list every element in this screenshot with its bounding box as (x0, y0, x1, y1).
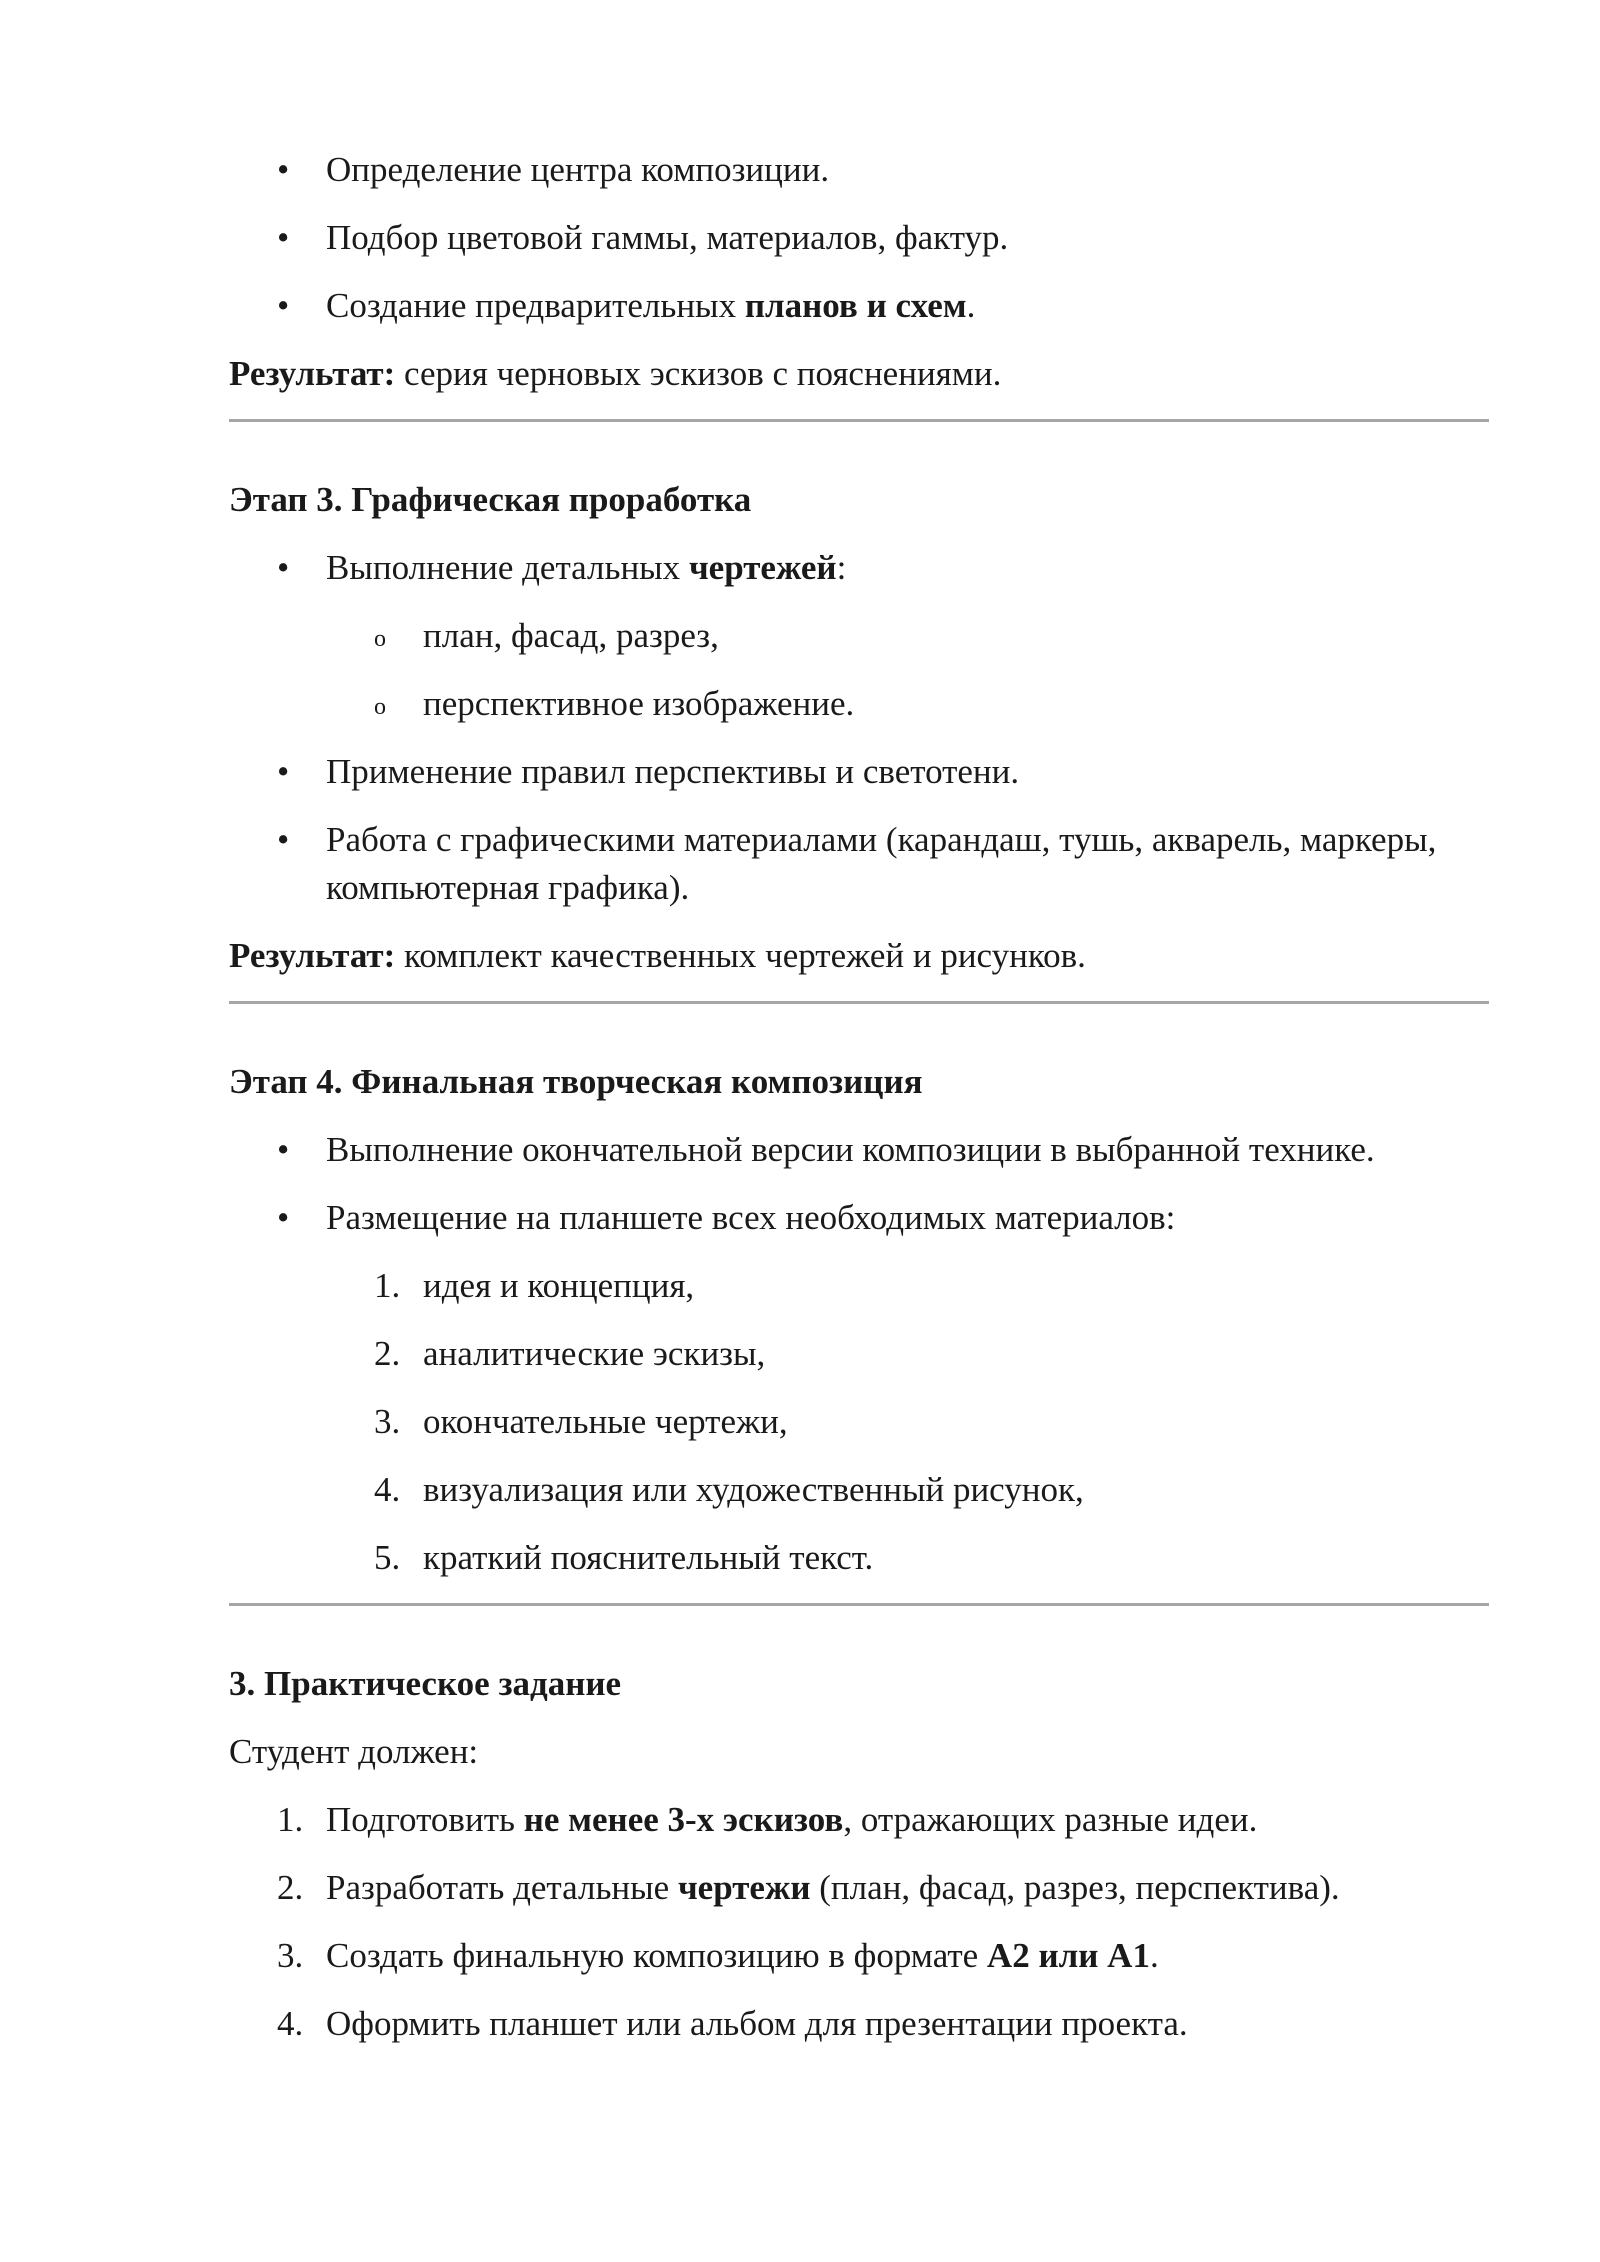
list-item (229, 282, 1489, 330)
bullet-icon: • (277, 548, 290, 587)
numbered-item (229, 1864, 1489, 1912)
result-paragraph (229, 350, 1489, 398)
numbered-sub-item-text: краткий пояснительный текст. (423, 1538, 874, 1577)
numbered-item (229, 1932, 1489, 1980)
sub-list-item-text: перспективное изображение. (423, 684, 855, 723)
item-number: 4. (277, 2004, 304, 2043)
list-item (229, 748, 1489, 796)
numbered-item (229, 2000, 1489, 2048)
result-label: Результат: (229, 354, 396, 393)
list-item-text (326, 1198, 1175, 1237)
numbered-item-text (326, 2004, 1188, 2043)
item-number: 4. (374, 1470, 401, 1509)
list-item-text (326, 218, 1008, 257)
section-divider (229, 1001, 1489, 1004)
list-item (229, 544, 1489, 592)
text-run: : (836, 548, 847, 587)
list-item (229, 1194, 1489, 1242)
bullet-icon: • (277, 286, 290, 325)
bullet-icon: • (277, 218, 290, 257)
text-run: Выполнение окончательной версии композиции в выбранной технике. (326, 1130, 1375, 1169)
text-run: Определение центра композиции. (326, 150, 830, 189)
text-run: Выполнение детальных (326, 548, 689, 587)
text-run: Подготовить (326, 1800, 524, 1839)
bold-text-run: не менее 3-х эскизов (523, 1800, 844, 1839)
item-number: 2. (277, 1868, 304, 1907)
text-run: . (966, 286, 976, 325)
numbered-sub-item-text: визуализация или художественный рисунок, (423, 1470, 1084, 1509)
numbered-sub-item-text: аналитические эскизы, (423, 1334, 766, 1373)
numbered-sub-item-text: окончательные чертежи, (423, 1402, 788, 1441)
text-run: Разработать детальные (326, 1868, 678, 1907)
list-item-text (326, 1130, 1375, 1169)
text-run: , отражающих разные идеи. (843, 1800, 1258, 1839)
top-bullet-list (229, 146, 1489, 330)
list-item (229, 214, 1489, 262)
sub-list-item (229, 680, 1489, 728)
circle-bullet-icon: o (374, 626, 386, 652)
item-number: 5. (374, 1538, 401, 1577)
bullet-icon: • (277, 1198, 290, 1237)
list-item-text (326, 820, 1436, 907)
numbered-sub-item (229, 1330, 1489, 1378)
stage-3-heading: Этап 3. Графическая проработка (229, 480, 752, 519)
item-number: 1. (277, 1800, 304, 1839)
item-number: 3. (277, 1936, 304, 1975)
text-run: Применение правил перспективы и светотени. (326, 752, 1020, 791)
numbered-item-text (326, 1800, 1257, 1839)
item-number: 1. (374, 1266, 401, 1305)
result-text: комплект качественных чертежей и рисунков. (395, 936, 1086, 975)
text-run: . (1149, 1936, 1159, 1975)
result-text: серия черновых эскизов с пояснениями. (395, 354, 1002, 393)
sub-list-item-text: план, фасад, разрез, (423, 616, 719, 655)
section-divider (229, 1603, 1489, 1606)
item-number: 3. (374, 1402, 401, 1441)
bold-text-run: чертежей (688, 548, 837, 587)
numbered-sub-item (229, 1398, 1489, 1446)
numbered-sub-item (229, 1262, 1489, 1310)
stage-3-list (229, 544, 1489, 912)
bullet-icon: • (277, 150, 290, 189)
bullet-icon: • (277, 820, 290, 859)
text-run: Размещение на планшете всех необходимых материалов: (326, 1198, 1176, 1237)
numbered-sub-item (229, 1466, 1489, 1514)
list-item (229, 1126, 1489, 1174)
item-number: 2. (374, 1334, 401, 1373)
list-item (229, 146, 1489, 194)
text-run: Создать финальную композицию в формате (326, 1936, 987, 1975)
sub-list-item (229, 612, 1489, 660)
list-item-text (326, 286, 975, 325)
bullet-icon: • (277, 1130, 290, 1169)
practical-task-list (229, 1796, 1489, 2048)
list-item (229, 816, 1489, 912)
bold-text-run: планов и схем (744, 286, 967, 325)
stage-4-list (229, 1126, 1489, 1582)
stage-4-heading: Этап 4. Финальная творческая композиция (229, 1062, 923, 1101)
result-label: Результат: (229, 936, 396, 975)
text-run: Подбор цветовой гаммы, материалов, фактур. (326, 218, 1009, 257)
text-run: Работа с графическими материалами (карандаш, тушь, акварель, маркеры, компьютерная графика). (326, 820, 1437, 907)
numbered-sub-item (229, 1534, 1489, 1582)
result-paragraph (229, 932, 1489, 980)
text-run: Создание предварительных (326, 286, 745, 325)
practical-task-heading: 3. Практическое задание (229, 1664, 622, 1703)
practical-intro: Студент должен: (229, 1732, 479, 1771)
bold-text-run: А2 или А1 (986, 1936, 1150, 1975)
text-run: (план, фасад, разрез, перспектива). (810, 1868, 1340, 1907)
numbered-item-text (326, 1936, 1159, 1975)
section-divider (229, 419, 1489, 422)
numbered-item (229, 1796, 1489, 1844)
list-item-text (326, 548, 846, 587)
numbered-sub-item-text: идея и концепция, (423, 1266, 695, 1305)
numbered-item-text (326, 1868, 1340, 1907)
circle-bullet-icon: o (374, 694, 386, 720)
bold-text-run: чертежи (677, 1868, 811, 1907)
list-item-text (326, 752, 1019, 791)
bullet-icon: • (277, 752, 290, 791)
list-item-text (326, 150, 829, 189)
text-run: Оформить планшет или альбом для презентации проекта. (326, 2004, 1188, 2043)
document-page (229, 146, 1489, 2068)
